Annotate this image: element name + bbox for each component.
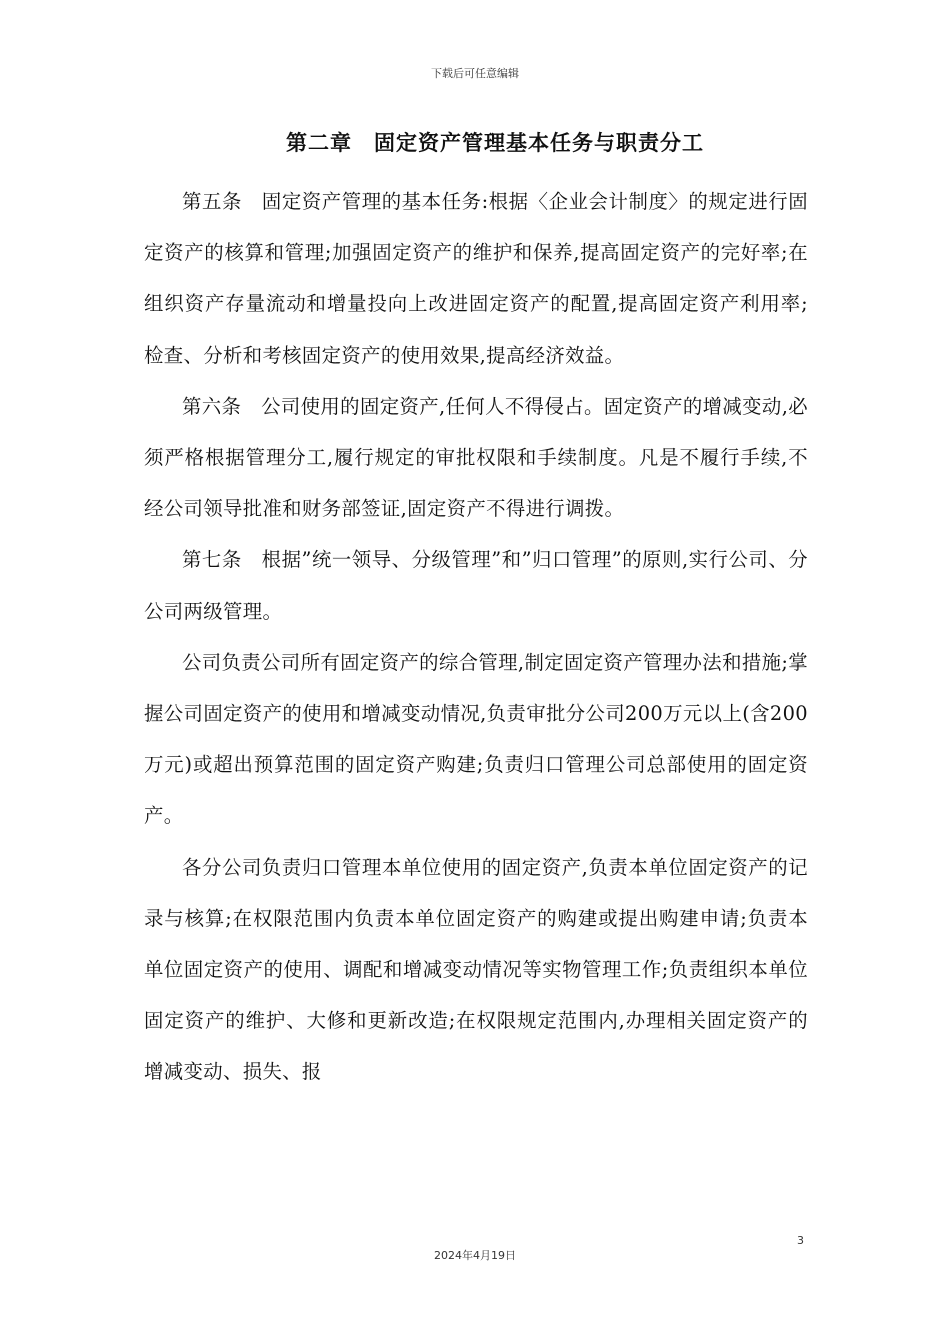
page-footer-date: 2024年4月19日: [434, 1249, 516, 1262]
paragraph-branch-duties: 各分公司负责归口管理本单位使用的固定资产,负责本单位固定资产的记录与核算;在权限范围内负责本单位固定资产的购建或提出购建申请;负责本单位固定资产的使用、调配和增减变动情况等实物管理工作;负责组织本单位固定资产的维护、大修和更新改造;在权限规定范围内,办理相关固定资产的增减变动、损失、报: [144, 855, 808, 1084]
paragraph-company-duties: 公司负责公司所有固定资产的综合管理,制定固定资产管理办法和措施;掌握公司固定资产的使用和增减变动情况,负责审批分公司200万元以上(含200万元)或超出预算范围的固定资产购建;负责归口管理公司总部使用的固定资产。: [144, 650, 808, 828]
page-number: 3: [797, 1234, 804, 1247]
document-body: [144, 176, 808, 1098]
paragraph-article-7: 第七条 根据”统一领导、分级管理”和”归口管理”的原则,实行公司、分公司两级管理。: [144, 548, 808, 623]
page-header: 下载后可任意编辑: [431, 67, 519, 80]
paragraph-article-5: 第五条 固定资产管理的基本任务:根据〈企业会计制度〉的规定进行固定资产的核算和管理;加强固定资产的维护和保养,提高固定资产的完好率;在组织资产存量流动和增量投向上改进固定资产的配置,提高固定资产利用率;检查、分析和考核固定资产的使用效果,提高经济效益。: [144, 190, 808, 367]
chapter-title: 第二章 固定资产管理基本任务与职责分工: [286, 130, 704, 155]
paragraph-article-6: 第六条 公司使用的固定资产,任何人不得侵占。固定资产的增减变动,必须严格根据管理分工,履行规定的审批权限和手续制度。凡是不履行手续,不经公司领导批准和财务部签证,固定资产不得进行调拨。: [144, 394, 808, 521]
